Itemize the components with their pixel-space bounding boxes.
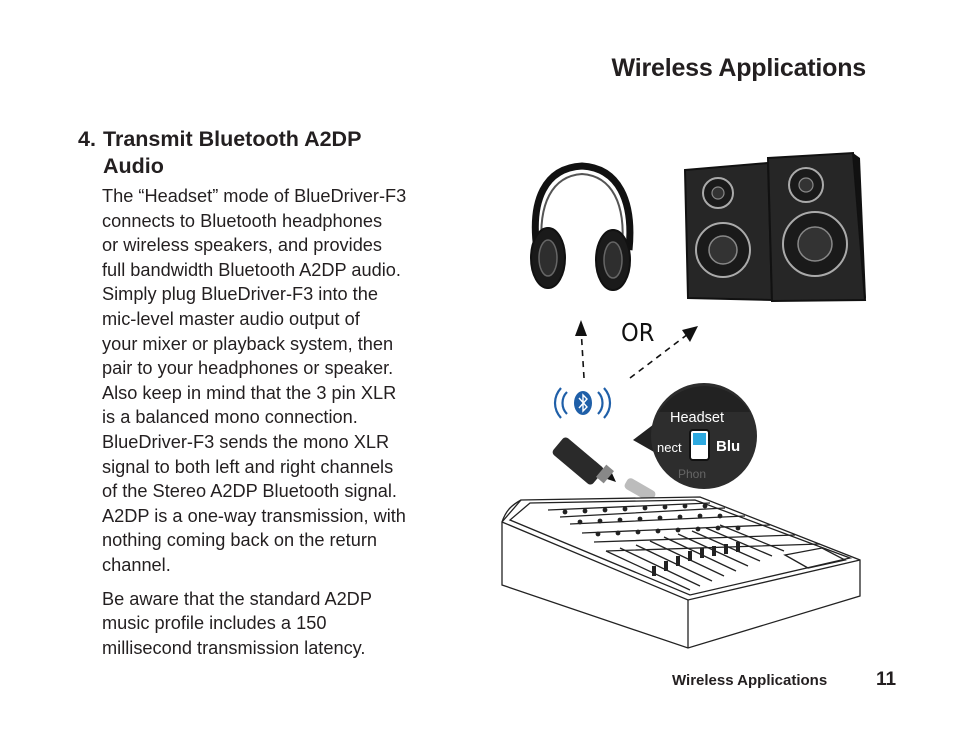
body-line: is a balanced mono connection. xyxy=(102,407,358,428)
latency-note xyxy=(102,587,462,661)
body-text xyxy=(102,184,462,669)
body-line: connects to Bluetooth headphones xyxy=(102,210,383,231)
section-heading xyxy=(78,126,458,180)
body-line: signal to both left and right channels xyxy=(102,456,394,477)
body-line: Also keep in mind that the 3 pin XLR xyxy=(102,382,397,403)
headphones-icon xyxy=(531,166,630,290)
note-line: music profile includes a 150 xyxy=(102,613,327,634)
body-line: or wireless speakers, and provides xyxy=(102,235,383,256)
body-line: The “Headset” mode of BlueDriver-F3 xyxy=(102,186,407,206)
body-line: your mixer or playback system, then xyxy=(102,333,394,354)
page-header-title: Wireless Applications xyxy=(611,54,866,82)
wireless-diagram xyxy=(495,145,875,660)
body-line: Simply plug BlueDriver-F3 into the xyxy=(102,284,378,305)
callout-mode-label: Headset xyxy=(670,410,725,426)
body-line: of the Stereo A2DP Bluetooth signal. xyxy=(102,481,397,502)
callout-left-partial: nect xyxy=(657,440,682,455)
bluetooth-icon xyxy=(555,388,610,418)
note-line: millisecond transmission latency. xyxy=(102,637,366,658)
body-line: full bandwidth Bluetooth A2DP audio. xyxy=(102,259,401,280)
bluedriver-icon xyxy=(551,436,614,486)
note-line: Be aware that the standard A2DP xyxy=(102,588,372,609)
section-title-line1: Transmit Bluetooth A2DP xyxy=(103,127,362,151)
mixer-icon xyxy=(502,497,860,648)
body-paragraph xyxy=(102,184,462,578)
footer-section-label: Wireless Applications xyxy=(672,672,828,689)
body-line: A2DP is a one-way transmission, with xyxy=(102,505,406,526)
body-line: channel. xyxy=(102,554,171,575)
callout-bubble xyxy=(633,383,757,489)
page-number: 11 xyxy=(876,669,897,690)
section-number: 4. xyxy=(78,127,96,151)
section-title-line2: Audio xyxy=(103,154,164,178)
body-line: BlueDriver-F3 sends the mono XLR xyxy=(102,431,390,452)
speaker-icon xyxy=(685,153,866,301)
body-line: pair to your headphones or speaker. xyxy=(102,358,394,379)
body-line: mic-level master audio output of xyxy=(102,308,360,329)
body-line: nothing coming back on the return xyxy=(102,530,378,551)
or-label: OR xyxy=(621,318,655,347)
callout-right-partial: Blu xyxy=(716,438,741,455)
callout-bottom-partial: Phon xyxy=(678,467,707,481)
